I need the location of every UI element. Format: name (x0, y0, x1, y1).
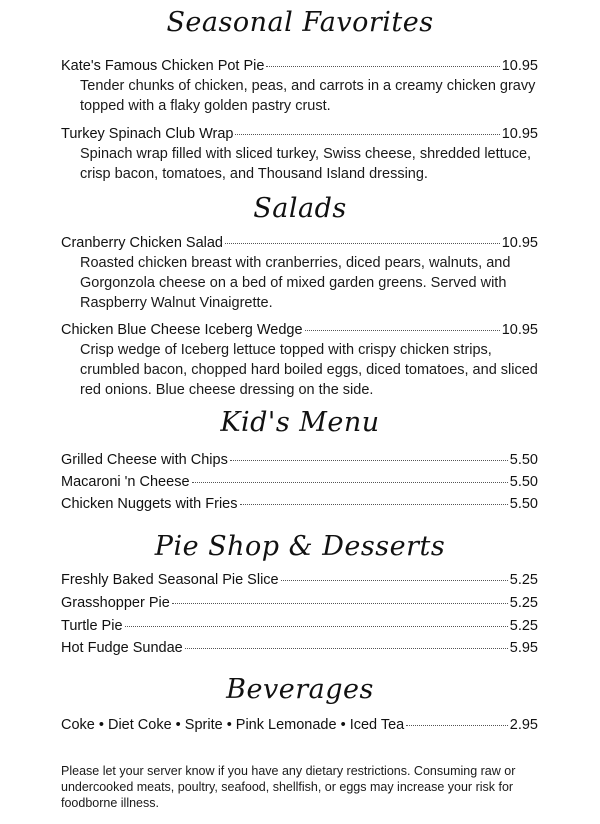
menu-item-turkey-wrap (61, 124, 538, 144)
menu-item-beverages (61, 715, 538, 735)
item-price: 5.50 (509, 452, 538, 468)
menu-item-seasonal-pie (61, 570, 538, 590)
dot-leader (406, 725, 508, 726)
menu-item-chicken-pot-pie (61, 56, 538, 76)
seasonal-favorites-heading: Seasonal Favorites (166, 7, 434, 38)
item-name: Turtle Pie (61, 618, 123, 634)
item-name: Hot Fudge Sundae (61, 640, 183, 656)
item-description: Tender chunks of chicken, peas, and carrots in a creamy chicken gravy topped with a flaky golden pastry crust. (80, 78, 536, 114)
item-name: Chicken Nuggets with Fries (61, 496, 238, 512)
item-name: Kate's Famous Chicken Pot Pie (61, 58, 265, 74)
menu-item-chicken-nuggets (61, 494, 538, 514)
dot-leader (185, 648, 508, 649)
item-price: 5.25 (509, 618, 538, 634)
desserts-heading: Pie Shop & Desserts (154, 531, 446, 562)
menu-item-grilled-cheese (61, 450, 538, 470)
menu-item-mac-n-cheese (61, 472, 538, 492)
menu-item-hot-fudge-sundae (61, 638, 538, 658)
dot-leader (305, 330, 500, 331)
dot-leader (125, 626, 508, 627)
menu-item-grasshopper-pie (61, 593, 538, 613)
kids-menu-heading: Kid's Menu (220, 407, 380, 438)
item-name: Grasshopper Pie (61, 595, 170, 611)
item-name: Turkey Spinach Club Wrap (61, 126, 234, 142)
dot-leader (240, 504, 508, 505)
item-name: Grilled Cheese with Chips (61, 452, 228, 468)
dot-leader (230, 460, 508, 461)
allergy-disclaimer: Please let your server know if you have any dietary restrictions. Consuming raw or undercooked meats, poultry, seafood, shellfish, or eggs may increase your risk for foodborne illness. (61, 764, 516, 810)
dot-leader (225, 243, 500, 244)
item-description: Roasted chicken breast with cranberries, diced pears, walnuts, and Gorgonzola cheese on a bed of mixed garden greens. Served with Raspberry Walnut Vinaigrette. (80, 255, 511, 311)
item-name: Chicken Blue Cheese Iceberg Wedge (61, 322, 303, 338)
dot-leader (281, 580, 508, 581)
item-price: 5.95 (509, 640, 538, 656)
item-price: 10.95 (501, 235, 538, 251)
salads-heading: Salads (253, 193, 347, 224)
beverages-heading: Beverages (226, 674, 374, 705)
item-name: Coke • Diet Coke • Sprite • Pink Lemonade • Iced Tea (61, 717, 405, 733)
dot-leader (192, 482, 508, 483)
item-price: 10.95 (501, 58, 538, 74)
item-description: Crisp wedge of Iceberg lettuce topped with crispy chicken strips, crumbled bacon, chopped hard boiled eggs, diced tomatoes, and sliced red onions. Blue cheese dressing on the side. (80, 342, 538, 398)
menu-item-cranberry-salad (61, 233, 538, 253)
item-price: 5.50 (509, 496, 538, 512)
menu-item-turtle-pie (61, 616, 538, 636)
item-description: Spinach wrap filled with sliced turkey, Swiss cheese, shredded lettuce, crisp bacon, tomatoes, and Thousand Island dressing. (80, 146, 532, 182)
item-price: 2.95 (509, 717, 538, 733)
dot-leader (172, 603, 508, 604)
item-price: 5.25 (509, 572, 538, 588)
item-price: 5.50 (509, 474, 538, 490)
dot-leader (266, 66, 499, 67)
item-price: 10.95 (501, 322, 538, 338)
item-price: 10.95 (501, 126, 538, 142)
item-name: Freshly Baked Seasonal Pie Slice (61, 572, 279, 588)
item-name: Cranberry Chicken Salad (61, 235, 223, 251)
item-name: Macaroni 'n Cheese (61, 474, 190, 490)
dot-leader (235, 134, 499, 135)
menu-item-iceberg-wedge (61, 320, 538, 340)
item-price: 5.25 (509, 595, 538, 611)
